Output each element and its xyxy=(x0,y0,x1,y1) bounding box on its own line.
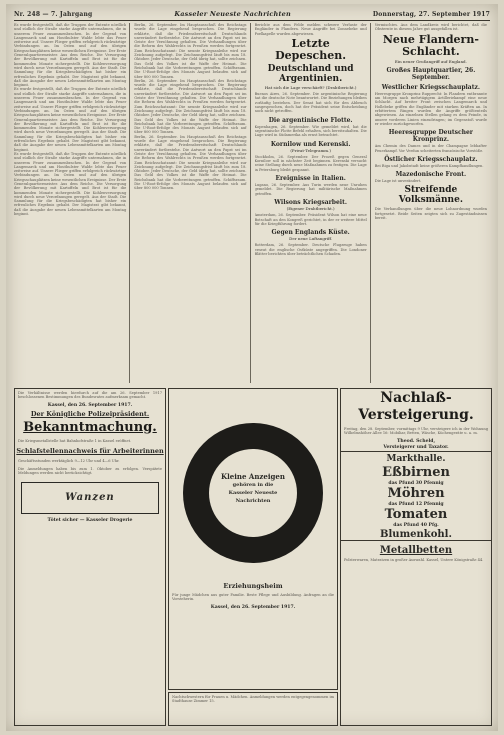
versteigerung-title: Versteigerung. xyxy=(358,407,474,423)
ad-bottom-notice xyxy=(168,692,338,726)
ad-right-column xyxy=(340,388,492,726)
headline-letzte-depeschen: Letzte Depeschen. xyxy=(275,36,347,62)
article-italien: Lugano, 26. September. Aus Turin werden neue Unruhen gemeldet. Die Regierung hat militärische Maßnahmen getroffen. xyxy=(254,183,367,196)
headline-hauptquartier: Großes Hauptquartier, 26. September. xyxy=(386,66,476,81)
police-president: Der Königliche Polizeipräsident. xyxy=(30,409,150,418)
ad-center-block xyxy=(168,388,338,690)
headline-england: Gegen Englands Küste. xyxy=(271,229,350,237)
subline-kornilow: (Privat-Telegramm.) xyxy=(290,147,331,153)
wanzen-ad xyxy=(21,482,159,514)
subline-flandern: Ein neuer Großangriff auf England. xyxy=(394,58,467,64)
police-notice-text: Die Verhältnisse werden hierdurch auf die am 26. September 1917 beschlossenen Bestimmungen des Bundesrates aufmerksam gemacht. xyxy=(18,391,162,400)
headline-argentinien: Deutschland und Argentinien. xyxy=(267,63,354,84)
nachtschwestern-text: Nachtschwestern für Frauen u. Mädchen. Anmeldungen werden entgegengenommen im Stadthause Zimmer 15. xyxy=(172,695,334,704)
headline-westlich: Westlicher Kriegsschauplatz. xyxy=(381,83,480,91)
headline-volksmaenne: Streifende Volksmänne. xyxy=(398,185,463,206)
article-oestlich: Bei Riga und Jakobstadt keine größeren Kampfhandlungen. xyxy=(374,163,484,168)
issue-number: Nr. 248 — 7. Jahrgang xyxy=(14,10,93,18)
product-tomaten: Tomaten xyxy=(384,506,448,522)
column-1-text-repeat: Es wurde festgestellt, daß die Truppen der Entente nördlich und südlich der Straße starke Angriffe unternahmen, die in unserem Feuer zusammenbrachen. In der Gegend von Langemarck und am Houthulster Walde lebte das Feuer zeitweise auf. Unsere Flieger griffen erfolgreich rückwärtige Verbindungen an. Im Osten und auf den übrigen Kriegsschauplätzen keine wesentlichen Ereignisse. Der Erste Generalquartiermeister. Aus dem Reiche. Die Versorgung der Bevölkerung mit Kartoffeln und Brot ist für die kommenden Monate sichergestellt. Die Kohlenversorgung wird durch neue Verordnungen geregelt. Aus der Stadt. Die Sammlung für die Kriegsbeschädigten hat bisher ein erfreuliches Ergebnis gehabt. Der Magistrat gibt bekannt, daß die Ausgabe der neuen Lebensmittelkarten am Montag beginnt. xyxy=(14,87,127,152)
article-kornilow: Stockholm, 26. September. Der Prozeß gegen General Kornilow soll in nächster Zeit beginnen. Kerenski versucht seine Stellung durch neue Maßnahmen zu festigen. Die Lage in Petersburg bleibt gespannt. xyxy=(254,154,367,172)
article-argentinien: Buenos Aires, 26. September. Die argentinische Regierung hat die deutsche Note beantwortet. Die Beziehungen bleiben vorläufig bestehen. Der Senat hat sich für den Abbruch ausgesprochen, doch hat der Präsident seine Entscheidung noch nicht getroffen. xyxy=(254,92,367,114)
headline-wilson: Wilsons Kriegsarbeit. xyxy=(274,198,347,206)
article-flotte: Kopenhagen, 26. September. Wie gemeldet wird, hat die argentinische Flotte Befehl erhalten, sich bereitzuhalten. Die Lage wird in Südamerika als ernst betrachtet. xyxy=(254,124,367,138)
ring-line-3: Kasseler Neueste xyxy=(228,490,278,496)
column-2-text: Berlin, 26. September. Im Hauptausschuß des Reichstags wurde die Lage eingehend besprochen. Die Regierung erklärte, daß die Friedensbereitschaft Deutschlands unverändert fortbestehe. Die Antwort an den Papst sei im Geiste der Versöhnung gehalten. Die Verhandlungen über die Reform des Wahlrechts in Preußen werden fortgesetzt. Zum Reichsschatzamt: Die neunte Kriegsanleihe wird zur Zeichnung aufgelegt. Die Zeichnungsfrist läuft bis zum 18. Oktober. Jeder Deutsche, der Geld übrig hat, sollte zeichnen. Das Geld des Volkes ist die Waffe der Heimat. Die Reichsbank hat die Vorbereitungen getroffen. Schiffsraum. Die U-Boot-Erfolge des Monats August belaufen sich auf über 800 000 Tonnen. xyxy=(134,23,247,79)
article-flandern: Heeresgruppe Kronprinz Rupprecht: In Flandern entbrannte am Morgen nach mehrtägigem Artilleriekampf eine neue Schlacht. Auf breiter Front zwischen Langemarck und Hollebeke griffen die Engländer mit starken Kräften an. In erbittertem Ringen wurden die Angriffe größtenteils abgewiesen. An einzelnen Stellen gelang es dem Feinde, in unsere vorderen Linien einzudringen; im Gegenstoß wurde er wieder zurückgeworfen. xyxy=(374,91,487,126)
product-blumenkohl: Blumenkohl. xyxy=(380,528,452,540)
price-moehren: das Pfund 12 Pfennig xyxy=(388,501,444,507)
newspaper-page xyxy=(6,4,498,731)
markthalle-ad xyxy=(341,454,491,541)
product-esbirnen: Eßbirnen xyxy=(382,464,450,480)
headline-italien: Ereignisse in Italien. xyxy=(275,175,346,183)
article-wilson: Amsterdam, 26. September. Präsident Wilson hat eine neue Botschaft an den Kongreß gerichtet, in der er weitere Mittel für die Kriegführung fordert. xyxy=(254,213,367,226)
ad-left-column xyxy=(14,388,166,726)
column-2-text-repeat: Berlin, 26. September. Im Hauptausschuß des Reichstags wurde die Lage eingehend besprochen. Die Regierung erklärte, daß die Friedensbereitschaft Deutschlands unverändert fortbestehe. Die Antwort an den Papst sei im Geiste der Versöhnung gehalten. Die Verhandlungen über die Reform des Wahlrechts in Preußen werden fortgesetzt. Zum Reichsschatzamt: Die neunte Kriegsanleihe wird zur Zeichnung aufgelegt. Die Zeichnungsfrist läuft bis zum 18. Oktober. Jeder Deutsche, der Geld übrig hat, sollte zeichnen. Das Geld des Volkes ist die Waffe der Heimat. Die Reichsbank hat die Vorbereitungen getroffen. Schiffsraum. Die U-Boot-Erfolge des Monats August belaufen sich auf über 800 000 Tonnen. xyxy=(134,78,247,135)
auctioneer-title: Versteigerer und Taxator. xyxy=(383,444,449,450)
headline-flotte: Die argentinische Flotte. xyxy=(268,116,353,124)
article-kronprinz: Am Chemin des Dames und in der Champagne lebhafter Feuerkampf. Vor Verdun scheiterten französische Vorstöße. xyxy=(374,144,487,153)
markthalle-title: Markthalle. xyxy=(386,453,446,464)
metallbetten-title: Metallbetten xyxy=(379,544,453,556)
headline-kornilow: Kornilow und Kerenski. xyxy=(270,140,351,148)
price-tomaten: das Pfund 40 Pfg. xyxy=(393,522,439,528)
product-moehren: Möhren xyxy=(387,485,445,501)
column-4 xyxy=(375,23,490,383)
wanzen-title: Wanzen xyxy=(65,492,115,504)
ring-line-1: Kleine Anzeigen xyxy=(221,472,285,481)
metallbetten-text: Polsterwaren, Matratzen in großer Auswahl. Kassel, Untere Königstraße 44. xyxy=(344,557,484,562)
ring-ad xyxy=(177,417,329,569)
article-volksmaenne: Die Verhandlungen über die neue Lohnordnung wurden fortgesetzt. Beide Seiten zeigten sich zu Zugeständnissen bereit. xyxy=(374,207,487,221)
subline-wilson: (Eigener Drahtbericht.) xyxy=(286,205,335,211)
subline-argentinien: Hat sich die Lage verschärft? (Drahtbericht.) xyxy=(264,84,357,90)
article-mazedonien: Die Lage ist unverändert. xyxy=(374,179,422,184)
metallbetten-ad xyxy=(341,545,491,564)
office-hours: Geschäftsstunden werktäglich 9—12 Uhr und 4—6 Uhr. xyxy=(18,458,120,463)
column-2-text-repeat-2: Berlin, 26. September. Im Hauptausschuß des Reichstags wurde die Lage eingehend besprochen. Die Regierung erklärte, daß die Friedensbereitschaft Deutschlands unverändert fortbestehe. Die Antwort an den Papst sei im Geiste der Versöhnung gehalten. Die Verhandlungen über die Reform des Wahlrechts in Preußen werden fortgesetzt. Zum Reichsschatzamt: Die neunte Kriegsanleihe wird zur Zeichnung aufgelegt. Die Zeichnungsfrist läuft bis zum 18. Oktober. Jeder Deutsche, der Geld übrig hat, sollte zeichnen. Das Geld des Volkes ist die Waffe der Heimat. Die Reichsbank hat die Vorbereitungen getroffen. Schiffsraum. Die U-Boot-Erfolge des Monats August belaufen sich auf über 800 000 Tonnen. xyxy=(134,134,247,191)
headline-oestlich: Östlicher Kriegsschauplatz. xyxy=(384,155,478,163)
headline-mazedonien: Mazedonische Front. xyxy=(395,171,467,179)
bekanntmachung-text: Die Kriegsmetallstelle hat Bahnhofstraße 1 in Kassel eröffnet. xyxy=(18,438,132,443)
nachlass-title: Nachlaß- xyxy=(380,390,452,406)
headline-kronprinz: Heeresgruppe Deutscher Kronprinz. xyxy=(388,129,473,144)
ring-line-4: Nachrichten xyxy=(235,498,271,504)
newspaper-title: Kasseler Neueste Nachrichten xyxy=(174,10,291,18)
column-4-top-text: Vermischtes. Aus dem Landkreis wird berichtet, daß die Obsternte in diesem Jahre gut ausgefallen ist. xyxy=(374,23,487,32)
erziehungsheim-text: Für junge Mädchen aus guter Familie. Beste Pflege und Ausbildung. Anfragen an die Vorsteherin. xyxy=(172,593,334,602)
versteigerung-text: Freitag, den 28. September, vormittags 9 Uhr, versteigere ich in der Wohnung Wilhelmshöher Allee 16: Mobiliar, Betten, Wäsche, Küchengeräte u. a. m. xyxy=(344,427,488,436)
versteigerung-ad xyxy=(341,391,491,452)
column-2 xyxy=(134,23,250,383)
article-columns xyxy=(14,23,490,383)
ring-line-2: gehören in die xyxy=(232,482,274,488)
registration-text: Die Anmeldungen haben bis zum 1. Oktober zu erfolgen. Verspätete Meldungen werden nicht berücksichtigt. xyxy=(18,467,162,476)
page-header xyxy=(14,8,490,21)
ring-ad-text xyxy=(177,473,329,505)
bekanntmachung-title: Bekanntmachung. xyxy=(23,419,157,435)
column-3-top-text: Berichte aus dem Felde melden schwere Verluste der Engländer in Flandern. Neue Angriffe bei Zonnebeke und Poelkapelle wurden abgewiesen. xyxy=(254,23,367,36)
wanzen-subtitle: Tötet sicher — Kasseler Drogerie xyxy=(47,517,133,523)
headline-flandern: Neue Flandern-Schlacht. xyxy=(382,32,479,58)
price-esbirnen: das Pfund 30 Pfennig xyxy=(388,480,444,486)
schlafstellen-title: Schlafstellennachweis für Arbeiterinnen xyxy=(16,446,164,455)
erziehungsheim-ad xyxy=(169,579,337,611)
auctioneer-name: Theod. Scheld, xyxy=(396,438,436,444)
article-england: Rotterdam, 26. September. Deutsche Flugzeuge haben erneut die englische Ostküste angegriffen. Die Londoner Blätter berichten über beträchtlichen Schaden. xyxy=(254,243,367,257)
column-1-text: Es wurde festgestellt, daß die Truppen der Entente nördlich und südlich der Straße starke Angriffe unternahmen, die in unserem Feuer zusammenbrachen. In der Gegend von Langemarck und am Houthulster Walde lebte das Feuer zeitweise auf. Unsere Flieger griffen erfolgreich rückwärtige Verbindungen an. Im Osten und auf den übrigen Kriegsschauplätzen keine wesentlichen Ereignisse. Der Erste Generalquartiermeister. Aus dem Reiche. Die Versorgung der Bevölkerung mit Kartoffeln und Brot ist für die kommenden Monate sichergestellt. Die Kohlenversorgung wird durch neue Verordnungen geregelt. Aus der Stadt. Die Sammlung für die Kriegsbeschädigten hat bisher ein erfreuliches Ergebnis gehabt. Der Magistrat gibt bekannt, daß die Ausgabe der neuen Lebensmittelkarten am Montag beginnt. xyxy=(14,23,127,88)
subline-england: Der neue Luftangriff. xyxy=(289,236,333,242)
erziehungsheim-date: Kassel, den 26. September 1917. xyxy=(210,604,296,610)
column-1 xyxy=(14,23,130,383)
police-notice-date: Kassel, den 26. September 1917. xyxy=(47,402,133,408)
advertisement-section xyxy=(14,388,490,724)
issue-date: Donnerstag, 27. September 1917 xyxy=(372,10,490,18)
column-3 xyxy=(255,23,371,383)
erziehungsheim-title: Erziehungsheim xyxy=(223,582,283,590)
column-1-text-repeat-2: Es wurde festgestellt, daß die Truppen der Entente nördlich und südlich der Straße starke Angriffe unternahmen, die in unserem Feuer zusammenbrachen. In der Gegend von Langemarck und am Houthulster Walde lebte das Feuer zeitweise auf. Unsere Flieger griffen erfolgreich rückwärtige Verbindungen an. Im Osten und auf den übrigen Kriegsschauplätzen keine wesentlichen Ereignisse. Der Erste Generalquartiermeister. Aus dem Reiche. Die Versorgung der Bevölkerung mit Kartoffeln und Brot ist für die kommenden Monate sichergestellt. Die Kohlenversorgung wird durch neue Verordnungen geregelt. Aus der Stadt. Die Sammlung für die Kriegsbeschädigten hat bisher ein erfreuliches Ergebnis gehabt. Der Magistrat gibt bekannt, daß die Ausgabe der neuen Lebensmittelkarten am Montag beginnt. xyxy=(14,151,127,217)
